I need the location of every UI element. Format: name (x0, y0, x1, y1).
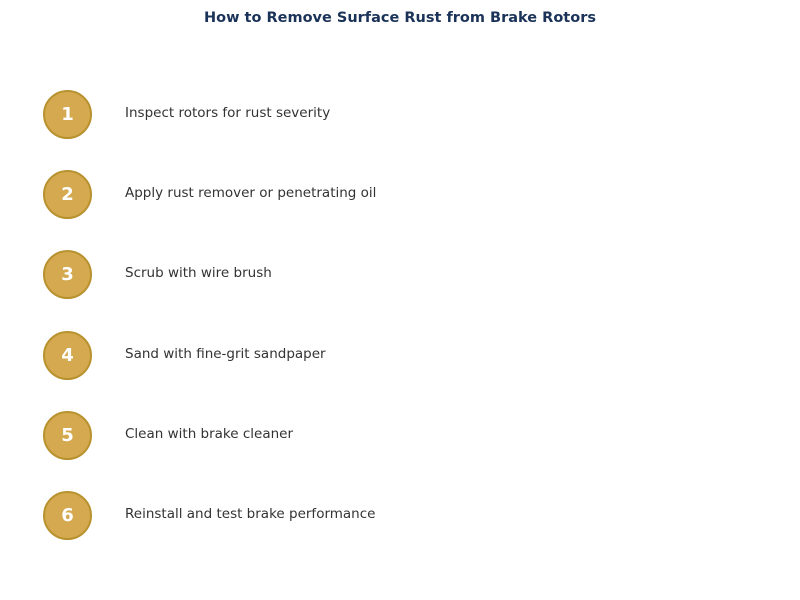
step-number-badge: 5 (43, 411, 92, 460)
step-1 (43, 90, 643, 140)
step-label: Apply rust remover or penetrating oil (125, 185, 377, 201)
step-2 (43, 170, 643, 220)
step-label: Reinstall and test brake performance (125, 506, 376, 522)
step-number-badge: 1 (43, 90, 92, 139)
step-5 (43, 411, 643, 461)
step-number-badge: 4 (43, 331, 92, 380)
step-label: Inspect rotors for rust severity (125, 105, 331, 121)
step-label: Clean with brake cleaner (125, 426, 294, 442)
step-label: Scrub with wire brush (125, 265, 272, 281)
diagram-title: How to Remove Surface Rust from Brake Rotors (204, 10, 596, 26)
step-3 (43, 250, 643, 300)
step-number-badge: 3 (43, 250, 92, 299)
step-number-badge: 2 (43, 170, 92, 219)
step-number-badge: 6 (43, 491, 92, 540)
step-4 (43, 331, 643, 381)
step-label: Sand with fine-grit sandpaper (125, 346, 326, 362)
step-6 (43, 491, 643, 541)
